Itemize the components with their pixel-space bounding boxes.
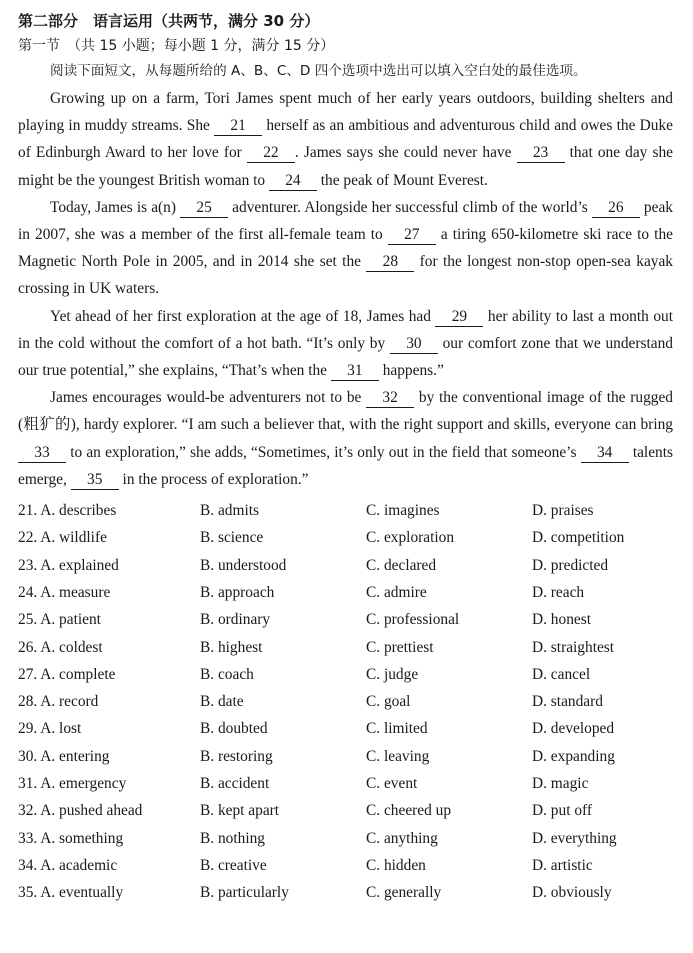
blank-35: 35 xyxy=(71,471,119,490)
option-26-c: C. prettiest xyxy=(366,638,434,656)
option-28-a: 28. A. record xyxy=(18,693,99,711)
answer-options xyxy=(18,497,673,906)
option-21-d: D. praises xyxy=(532,502,594,520)
option-row-32 xyxy=(18,797,673,824)
option-row-33 xyxy=(18,825,673,852)
option-27-a: 27. A. complete xyxy=(18,665,116,683)
option-29-d: D. developed xyxy=(532,720,615,738)
blank-25: 25 xyxy=(180,199,228,218)
cloze-passage xyxy=(18,85,673,493)
passage-text: talents emerge, xyxy=(18,443,674,488)
option-22-b: B. science xyxy=(200,529,264,547)
option-29-a: 29. A. lost xyxy=(18,720,82,738)
option-26-d: D. straightest xyxy=(532,638,615,656)
passage-paragraph-1 xyxy=(18,85,673,194)
passage-paragraph-2 xyxy=(18,194,673,303)
option-24-a: 24. A. measure xyxy=(18,583,111,601)
passage-text: Growing up on a farm, Tori James spent much of her early years outdoors, building shelters and playing in muddy streams. She xyxy=(18,90,673,135)
option-32-b: B. kept apart xyxy=(200,802,280,820)
blank-27: 27 xyxy=(388,226,436,245)
option-21-a: 21. A. describes xyxy=(18,502,117,520)
passage-text: by the conventional image of the rugged (粗犷的), hardy explorer. “I am such a believer that, with the right support and skills, everyone can bring xyxy=(18,389,673,434)
option-31-c: C. event xyxy=(366,775,418,793)
option-row-34 xyxy=(18,852,673,879)
option-26-a: 26. A. coldest xyxy=(18,638,103,656)
option-22-a: 22. A. wildlife xyxy=(18,529,107,547)
blank-34: 34 xyxy=(581,444,629,463)
option-27-d: D. cancel xyxy=(532,665,591,683)
passage-text: for the longest non-stop open-sea kayak crossing in UK waters. xyxy=(18,253,673,298)
option-row-31 xyxy=(18,770,673,797)
blank-22: 22 xyxy=(247,144,295,163)
option-33-a: 33. A. something xyxy=(18,829,124,847)
passage-text: peak in 2007, she was a member of the first all-female team to xyxy=(18,198,673,244)
blank-33: 33 xyxy=(18,444,66,463)
option-30-d: D. expanding xyxy=(532,747,615,765)
option-25-a: 25. A. patient xyxy=(18,611,101,629)
passage-text: Yet ahead of her first exploration at the age of 18, James had xyxy=(50,307,436,325)
option-row-22 xyxy=(18,524,673,551)
option-21-c: C. imagines xyxy=(366,502,440,520)
passage-text: that one day she might be the youngest British woman to xyxy=(18,144,673,189)
blank-21: 21 xyxy=(214,117,262,136)
passage-text: herself as an ambitious and adventurous child and owes the Duke of Edinburgh Award to her love for xyxy=(18,117,673,162)
option-21-b: B. admits xyxy=(200,502,259,520)
blank-28: 28 xyxy=(366,253,414,272)
option-row-21 xyxy=(18,497,673,524)
passage-text: her ability to last a month out in the cold without the comfort of a hot bath. “It’s only by xyxy=(18,307,673,352)
option-28-b: B. date xyxy=(200,693,244,711)
option-23-b: B. understood xyxy=(200,556,287,574)
option-23-c: C. declared xyxy=(366,556,437,574)
blank-31: 31 xyxy=(331,362,379,381)
blank-23: 23 xyxy=(517,144,565,163)
option-33-b: B. nothing xyxy=(200,829,265,847)
blank-24: 24 xyxy=(269,172,317,191)
option-31-b: B. accident xyxy=(200,775,270,793)
option-30-c: C. leaving xyxy=(366,747,430,765)
blank-26: 26 xyxy=(592,199,640,218)
option-row-27 xyxy=(18,661,673,688)
option-24-c: C. admire xyxy=(366,583,427,601)
option-34-c: C. hidden xyxy=(366,856,426,874)
option-row-35 xyxy=(18,879,673,906)
passage-paragraph-4 xyxy=(18,384,673,493)
option-33-d: D. everything xyxy=(532,829,617,847)
option-row-30 xyxy=(18,743,673,770)
passage-text: Today, James is a(n) xyxy=(50,198,181,216)
passage-paragraph-3 xyxy=(18,303,673,385)
option-35-d: D. obviously xyxy=(532,884,612,902)
option-32-a: 32. A. pushed ahead xyxy=(18,802,143,820)
option-row-24 xyxy=(18,579,673,606)
option-35-c: C. generally xyxy=(366,884,442,902)
option-row-29 xyxy=(18,715,673,742)
option-30-a: 30. A. entering xyxy=(18,747,110,765)
blank-30: 30 xyxy=(390,335,438,354)
part-heading: 第二部分 语言运用（共两节，满分 30 分） xyxy=(18,12,320,30)
passage-text: to an exploration,” she adds, “Sometimes, it’s only out in the field that someone’s xyxy=(66,443,581,461)
option-28-d: D. standard xyxy=(532,693,603,711)
passage-text: adventurer. Alongside her successful climb of the world’s xyxy=(228,198,592,216)
passage-text: in the process of exploration.” xyxy=(118,470,309,488)
option-row-25 xyxy=(18,606,673,633)
option-32-c: C. cheered up xyxy=(366,802,452,820)
option-25-d: D. honest xyxy=(532,611,591,629)
option-29-b: B. doubted xyxy=(200,720,268,738)
option-24-d: D. reach xyxy=(532,583,585,601)
option-33-c: C. anything xyxy=(366,829,438,847)
option-30-b: B. restoring xyxy=(200,747,273,765)
option-35-b: B. particularly xyxy=(200,884,289,902)
blank-32: 32 xyxy=(366,389,414,408)
passage-text: James encourages would-be adventurers not to be xyxy=(50,389,367,407)
section-heading: 第一节 （共 15 小题；每小题 1 分，满分 15 分） xyxy=(18,38,335,54)
passage-text: happens.” xyxy=(378,362,444,380)
option-26-b: B. highest xyxy=(200,638,263,656)
option-25-b: B. ordinary xyxy=(200,611,271,629)
option-32-d: D. put off xyxy=(532,802,592,820)
option-34-b: B. creative xyxy=(200,856,267,874)
option-row-23 xyxy=(18,552,673,579)
option-31-a: 31. A. emergency xyxy=(18,775,127,793)
option-25-c: C. professional xyxy=(366,611,460,629)
option-31-d: D. magic xyxy=(532,775,589,793)
option-row-28 xyxy=(18,688,673,715)
blank-29: 29 xyxy=(435,308,483,327)
option-22-d: D. competition xyxy=(532,529,625,547)
option-27-b: B. coach xyxy=(200,665,254,683)
option-34-d: D. artistic xyxy=(532,856,593,874)
option-row-26 xyxy=(18,634,673,661)
option-27-c: C. judge xyxy=(366,665,419,683)
passage-text: a tiring 650-kilometre ski race to the Magnetic North Pole in 2005, and in 2014 she set the xyxy=(18,226,673,271)
option-35-a: 35. A. eventually xyxy=(18,884,124,902)
option-28-c: C. goal xyxy=(366,693,411,711)
option-23-a: 23. A. explained xyxy=(18,556,119,574)
option-22-c: C. exploration xyxy=(366,529,455,547)
passage-text: the peak of Mount Everest. xyxy=(316,171,488,189)
option-29-c: C. limited xyxy=(366,720,428,738)
option-23-d: D. predicted xyxy=(532,556,609,574)
option-34-a: 34. A. academic xyxy=(18,856,118,874)
option-24-b: B. approach xyxy=(200,583,275,601)
instruction-text: 阅读下面短文，从每题所给的 A、B、C、D 四个选项中选出可以填入空白处的最佳选项。 xyxy=(50,63,587,79)
passage-text: . James says she could never have xyxy=(294,144,517,162)
passage-text: our comfort zone that we understand our true potential,” she explains, “That’s when the xyxy=(18,334,673,380)
